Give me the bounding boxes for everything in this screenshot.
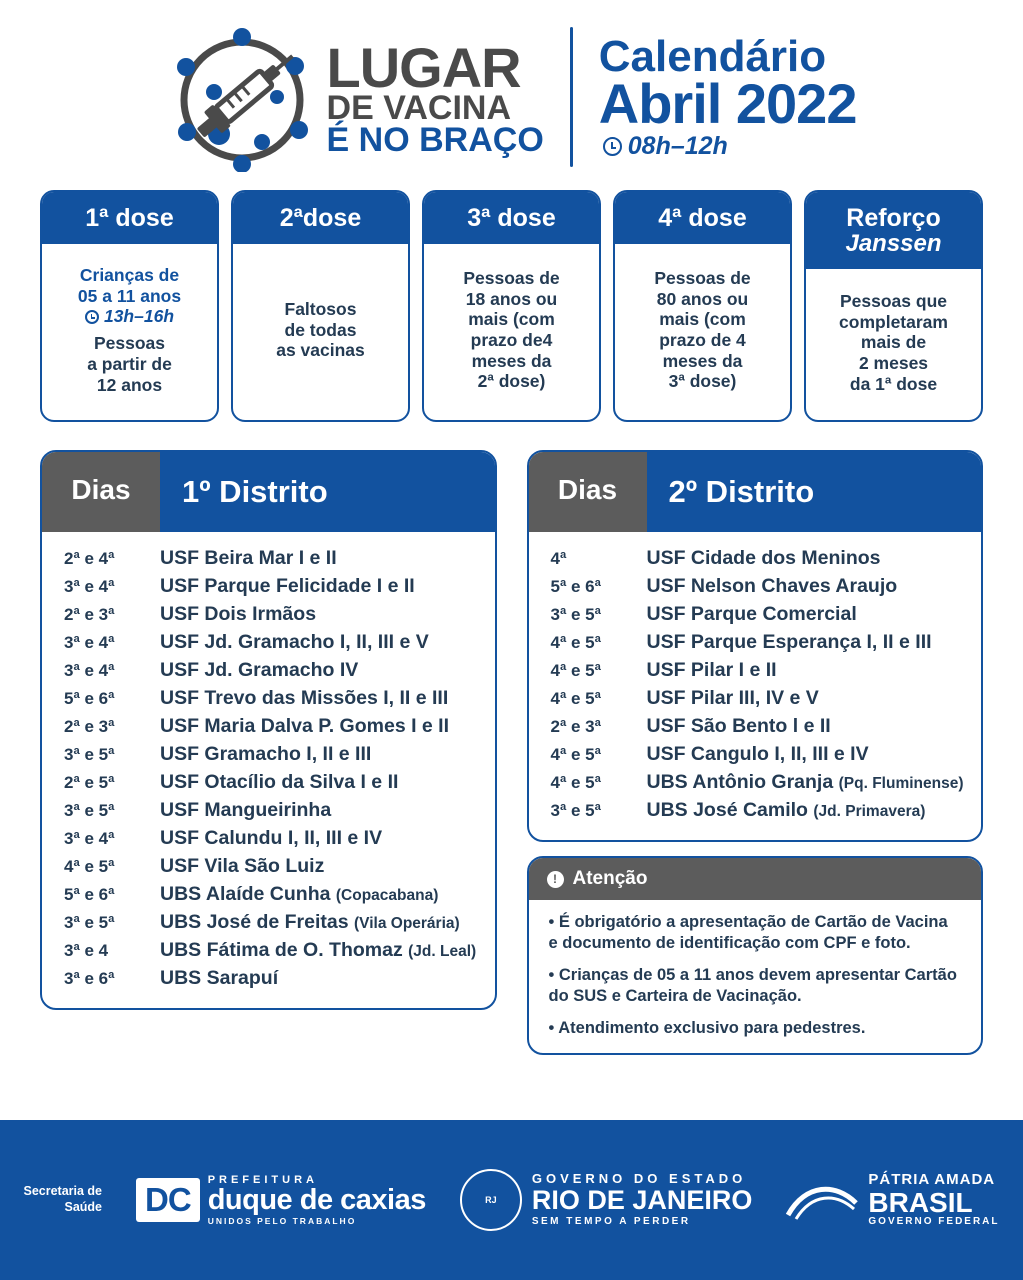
table-row <box>42 656 495 684</box>
district-1-name-header: 1º Distrito <box>160 452 495 532</box>
rj-slogan: SEM TEMPO A PERDER <box>531 1216 691 1228</box>
attention-body <box>529 900 982 1053</box>
row-name-text: USF Otacílio da Silva I e II <box>160 770 399 793</box>
row-name <box>160 799 495 822</box>
dose-card-2-title: 2ªdose <box>233 192 408 244</box>
dose-card-1-extra-2: a partir de <box>87 353 172 374</box>
br-patria-label: PÁTRIA AMADA <box>868 1171 996 1189</box>
logo-line-3: É NO BRAÇO <box>326 120 544 159</box>
row-name-text: USF São Bento l e II <box>646 714 831 737</box>
row-name <box>647 575 982 598</box>
dose-card-1-title: 1ª dose <box>42 192 217 244</box>
table-row <box>529 544 982 572</box>
logo-line-2: DE VACINA <box>326 89 512 128</box>
rj-gov-label: GOVERNO DO ESTADO <box>531 1171 747 1187</box>
dose-card-4-line-5: meses da <box>662 350 743 371</box>
prefeitura-duque-de-caxias-logo <box>136 1175 426 1226</box>
attention-item: • Atendimento exclusivo para pedestres. <box>548 1018 866 1037</box>
table-row <box>42 740 495 768</box>
district-1-column <box>40 450 497 1010</box>
table-row <box>42 936 495 964</box>
clock-icon <box>85 310 99 324</box>
table-row <box>42 796 495 824</box>
dose-card-2-body <box>233 244 408 420</box>
dose-card-3 <box>422 190 601 422</box>
row-name <box>160 575 495 598</box>
row-name-paren: (Copacabana) <box>335 886 439 904</box>
row-days: 4ª <box>550 548 567 568</box>
dose-card-4-line-6: 3ª dose) <box>668 371 737 392</box>
row-name-text: UBS Fátima de O. Thomaz <box>160 938 403 961</box>
dose-card-5-line-5: da 1ª dose <box>849 373 938 394</box>
row-name-text: USF Gramacho I, II e III <box>160 742 372 765</box>
row-days: 2ª e 5ª <box>64 772 115 792</box>
row-name <box>647 547 982 570</box>
row-days: 3ª e 5ª <box>64 800 115 820</box>
row-days: 4ª e 5ª <box>550 632 601 652</box>
table-row <box>529 656 982 684</box>
row-name-text: USF Maria Dalva P. Gomes I e II <box>160 714 450 737</box>
dose-card-5 <box>804 190 983 422</box>
row-name <box>647 603 982 626</box>
row-days: 2ª e 3ª <box>64 716 115 736</box>
row-name-paren: (Pq. Fluminense) <box>838 774 964 792</box>
table-row <box>42 684 495 712</box>
row-days: 3ª e 6ª <box>64 968 115 988</box>
row-days: 3ª e 5ª <box>550 800 601 820</box>
row-name <box>160 715 495 738</box>
row-name-text: USF Trevo das Missões I, II e III <box>160 686 449 709</box>
clock-icon <box>603 137 622 156</box>
row-days: 5ª e 6ª <box>550 576 601 596</box>
table-row <box>529 796 982 824</box>
dose-card-4 <box>613 190 792 422</box>
row-name <box>647 715 982 738</box>
table-row <box>42 768 495 796</box>
dose-card-4-line-1: Pessoas de <box>654 268 751 289</box>
row-name-text: USF Calundu I, II, III e IV <box>160 826 383 849</box>
dose-card-2-line-1: Faltosos <box>284 299 357 320</box>
row-name-text: USF Beira Mar I e II <box>160 546 337 569</box>
governo-rio-de-janeiro-logo <box>460 1169 753 1231</box>
dose-card-5-title <box>806 192 981 269</box>
district-1-header <box>42 452 495 532</box>
table-row <box>42 880 495 908</box>
row-days: 3ª e 5ª <box>64 912 115 932</box>
row-name-text: USF Vila São Luiz <box>160 854 325 877</box>
calendar-title-block <box>598 31 857 160</box>
dose-card-5-line-1: Pessoas que <box>840 291 947 312</box>
row-name-text: USF Parque Comercial <box>646 602 857 625</box>
district-1-rows <box>42 532 495 1008</box>
row-name <box>160 687 495 710</box>
dose-card-5-line-2: completaram <box>839 311 948 332</box>
table-row <box>42 544 495 572</box>
row-name-text: USF Jd. Gramacho I, II, III e V <box>160 630 429 653</box>
calendar-time-text: 08h–12h <box>627 131 728 160</box>
dose-card-2-line-2: de todas <box>284 319 357 340</box>
table-row <box>42 712 495 740</box>
brasil-mark-icon <box>786 1177 858 1223</box>
dose-card-5-line-4: 2 meses <box>858 353 929 374</box>
row-name-text: USF Parque Esperança I, II e III <box>646 630 932 653</box>
dc-monogram: DC <box>136 1178 200 1222</box>
dose-card-3-line-3: mais (com <box>468 309 555 330</box>
dc-city-name: duque de caxias <box>207 1183 426 1216</box>
row-name-paren: (Vila Operária) <box>354 914 460 932</box>
row-name <box>160 743 495 766</box>
dose-card-3-line-5: meses da <box>471 350 552 371</box>
dose-card-3-body <box>424 244 599 420</box>
dose-card-3-line-1: Pessoas de <box>463 268 560 289</box>
district-2-rows <box>529 532 982 840</box>
dose-card-1-extra-1: Pessoas <box>93 333 166 354</box>
dose-card-4-body <box>615 244 790 420</box>
secretaria-line-2: Saúde <box>64 1200 103 1214</box>
row-days: 3ª e 5ª <box>64 744 115 764</box>
attention-title: Atenção <box>572 868 648 889</box>
district-2-column <box>527 450 984 1055</box>
dc-prefeitura-label: PREFEITURA <box>207 1173 318 1186</box>
dose-card-3-line-6: 2ª dose) <box>477 371 546 392</box>
dose-card-2 <box>231 190 410 422</box>
row-days: 3ª e 4ª <box>64 828 115 848</box>
campaign-logo <box>167 22 544 172</box>
row-name-text: USF Pilar III, IV e V <box>646 686 819 709</box>
row-days: 5ª e 6ª <box>64 884 115 904</box>
dose-card-4-line-2: 80 anos ou <box>656 288 749 309</box>
rj-state-name: RIO DE JANEIRO <box>531 1184 753 1215</box>
br-slogan: GOVERNO FEDERAL <box>868 1216 1000 1228</box>
district-tables <box>0 422 1023 1055</box>
calendar-label: Calendário <box>598 31 827 81</box>
logo-line-1: LUGAR <box>326 35 521 99</box>
row-name-text: USF Jd. Gramacho IV <box>160 658 359 681</box>
row-name <box>160 939 495 962</box>
row-days: 2ª e 3ª <box>64 604 115 624</box>
dose-card-5-subtitle: Janssen <box>845 230 942 258</box>
row-name-text: USF Nelson Chaves Araujo <box>646 574 898 597</box>
row-days: 5ª e 6ª <box>64 688 115 708</box>
row-days: 3ª e 4ª <box>64 576 115 596</box>
row-days: 4ª e 5ª <box>550 660 601 680</box>
row-name-paren: (Jd. Leal) <box>408 942 477 960</box>
br-name: BRASIL <box>868 1186 973 1218</box>
row-days: 3ª e 5ª <box>550 604 601 624</box>
table-row <box>529 600 982 628</box>
row-name-text: USF Pilar I e II <box>646 658 777 681</box>
dose-card-1-line-2: 05 a 11 anos <box>77 285 182 306</box>
table-row <box>42 908 495 936</box>
dose-card-3-line-2: 18 anos ou <box>465 288 558 309</box>
row-name <box>160 827 495 850</box>
table-row <box>529 768 982 796</box>
row-name <box>160 603 495 626</box>
rj-seal-icon: RJ <box>460 1169 522 1231</box>
district-2-header <box>529 452 982 532</box>
district-1-table <box>40 450 497 1010</box>
header-divider <box>570 27 573 167</box>
dose-card-1 <box>40 190 219 422</box>
row-name-text: UBS José Camilo <box>646 798 808 821</box>
attention-item: • É obrigatório a apresentação de Cartão de Vacina e documento de identificação com CPF e foto. <box>548 913 948 953</box>
row-name-text: UBS Alaíde Cunha <box>160 882 331 905</box>
calendar-month: Abril 2022 <box>598 72 857 136</box>
dose-card-1-time-text: 13h–16h <box>103 306 175 327</box>
district-2-days-header: Dias <box>529 452 647 532</box>
table-row <box>529 712 982 740</box>
exclamation-icon: ! <box>547 871 564 888</box>
table-row <box>529 572 982 600</box>
row-name-text: UBS José de Freitas <box>160 910 349 933</box>
district-2-name-header: 2º Distrito <box>647 452 982 532</box>
calendar-time <box>599 131 728 160</box>
row-name <box>160 911 495 934</box>
dose-cards <box>0 182 1023 422</box>
table-row <box>42 852 495 880</box>
row-name <box>647 799 982 822</box>
dose-card-1-time <box>78 306 181 327</box>
table-row <box>42 824 495 852</box>
row-name <box>647 743 982 766</box>
governo-federal-logo <box>786 1172 999 1228</box>
row-days: 3ª e 4 <box>64 940 109 960</box>
row-name <box>160 883 495 906</box>
row-name <box>160 631 495 654</box>
syringe-virus-icon <box>167 22 317 172</box>
dc-slogan: UNIDOS PELO TRABALHO <box>207 1215 357 1226</box>
dose-card-5-title-text: Reforço <box>846 204 941 232</box>
row-name <box>160 771 495 794</box>
dose-card-4-line-4: prazo de 4 <box>659 330 746 351</box>
table-row <box>529 628 982 656</box>
row-name <box>160 659 495 682</box>
attention-header <box>529 858 982 900</box>
row-name <box>160 547 495 570</box>
dose-card-2-line-3: as vacinas <box>276 340 365 361</box>
row-days: 3ª e 4ª <box>64 660 115 680</box>
table-row <box>42 600 495 628</box>
row-name-text: USF Cangulo I, II, III e IV <box>646 742 869 765</box>
dose-card-4-line-3: mais (com <box>659 309 746 330</box>
row-name-paren: (Jd. Primavera) <box>813 802 926 820</box>
row-name <box>647 631 982 654</box>
row-name-text: UBS Sarapuí <box>160 966 279 989</box>
attention-card <box>527 856 984 1055</box>
row-days: 4ª e 5ª <box>550 688 601 708</box>
dose-card-3-line-4: prazo de4 <box>470 330 553 351</box>
row-name-text: UBS Antônio Granja <box>646 770 834 793</box>
table-row <box>529 740 982 768</box>
poster-header <box>0 0 1023 182</box>
secretaria-line-1: Secretaria de <box>23 1184 103 1199</box>
district-1-days-header: Dias <box>42 452 160 532</box>
dose-card-1-body <box>42 244 217 420</box>
row-days: 2ª e 3ª <box>550 716 601 736</box>
row-days: 4ª e 5ª <box>550 744 601 764</box>
dose-card-3-title: 3ª dose <box>424 192 599 244</box>
attention-item: • Crianças de 05 a 11 anos devem apresentar Cartão do SUS e Carteira de Vacinação. <box>548 965 957 1006</box>
row-name <box>647 659 982 682</box>
row-name-text: USF Mangueirinha <box>160 798 332 821</box>
row-name <box>160 855 495 878</box>
dose-card-1-extra-3: 12 anos <box>96 374 163 395</box>
table-row <box>42 572 495 600</box>
table-row <box>529 684 982 712</box>
row-days: 3ª e 4ª <box>64 632 115 652</box>
row-name <box>647 771 982 794</box>
secretaria-saude-label <box>23 1184 102 1215</box>
poster-footer <box>0 1120 1023 1280</box>
district-2-table <box>527 450 984 842</box>
dose-card-4-title: 4ª dose <box>615 192 790 244</box>
table-row <box>42 964 495 992</box>
row-name <box>160 967 495 990</box>
dose-card-5-line-3: mais de <box>860 332 927 353</box>
dose-card-5-body <box>806 269 981 420</box>
row-name-text: USF Cidade dos Meninos <box>646 546 881 569</box>
row-name-text: USF Dois Irmãos <box>160 602 317 625</box>
row-days: 2ª e 4ª <box>64 548 115 568</box>
table-row <box>42 628 495 656</box>
row-days: 4ª e 5ª <box>550 772 601 792</box>
row-name <box>647 687 982 710</box>
row-days: 4ª e 5ª <box>64 856 115 876</box>
row-name-text: USF Parque Felicidade I e II <box>160 574 415 597</box>
dose-card-1-line-1: Crianças de <box>79 265 180 286</box>
